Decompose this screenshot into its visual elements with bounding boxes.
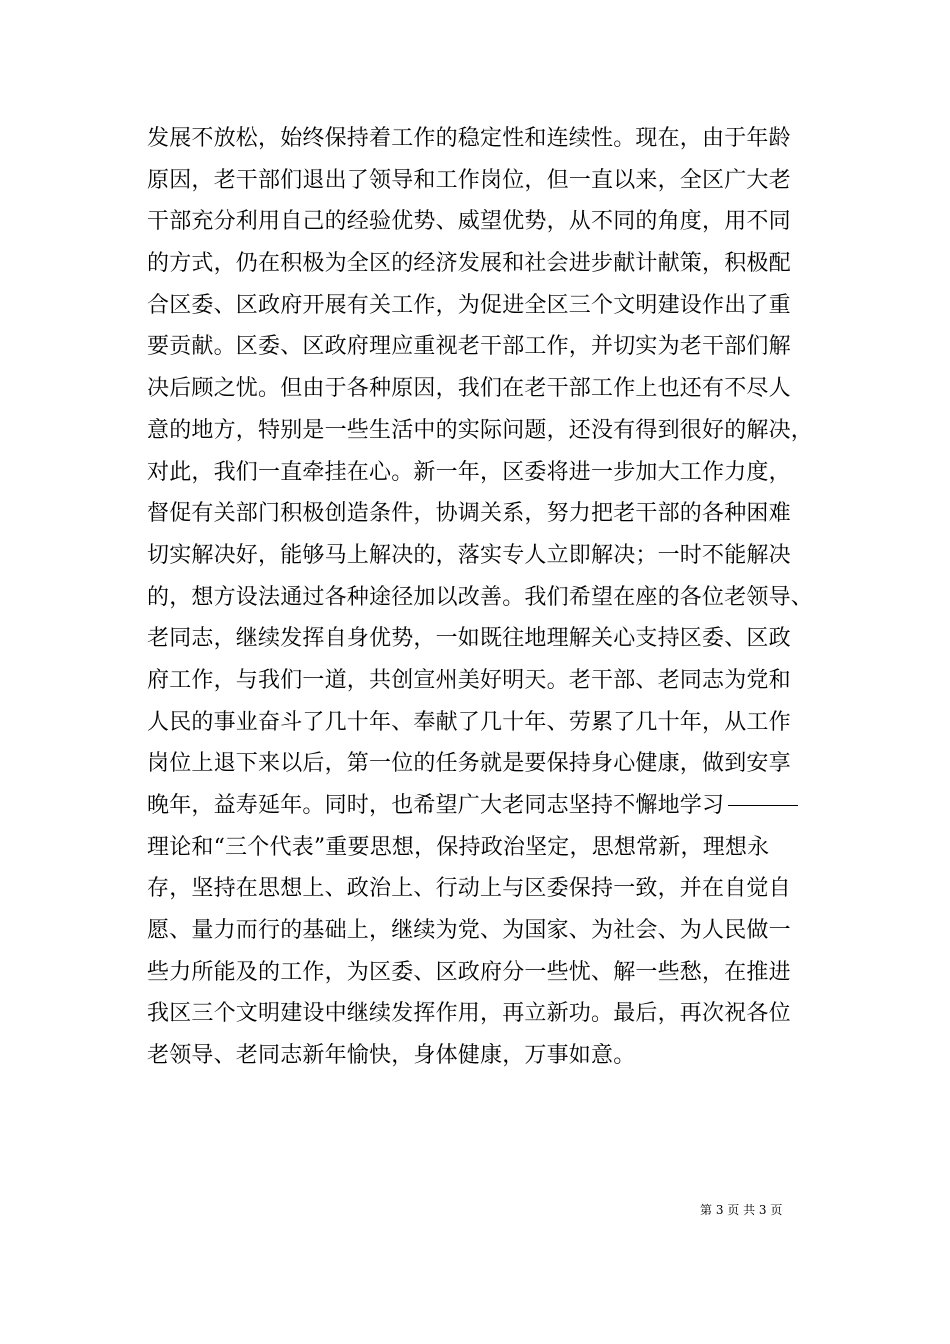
body-paragraph bbox=[147, 118, 827, 1077]
text-line: 的方式，仍在积极为全区的经济发展和社会进步献计献策，积极配 bbox=[147, 251, 791, 277]
text-line: 愿、量力而行的基础上，继续为党、为国家、为社会、为人民做一 bbox=[147, 918, 791, 944]
text-line: 人民的事业奋斗了几十年、奉献了几十年、劳累了几十年，从工作 bbox=[147, 709, 791, 735]
text-line-segment: 晚年，益寿延年。同时，也希望广大老同志坚持不懈地学习 bbox=[147, 793, 725, 818]
fill-in-blank bbox=[728, 804, 798, 806]
text-line: 原因，老干部们退出了领导和工作岗位，但一直以来，全区广大老 bbox=[147, 167, 791, 193]
text-line: 发展不放松，始终保持着工作的稳定性和连续性。现在，由于年龄 bbox=[147, 126, 791, 151]
text-line: 些力所能及的工作，为区委、区政府分一些忧、解一些愁，在推进 bbox=[147, 959, 791, 985]
text-line: 岗位上退下来以后，第一位的任务就是要保持身心健康，做到安享 bbox=[147, 751, 791, 777]
text-line: 府工作，与我们一道，共创宣州美好明天。老干部、老同志为党和 bbox=[147, 667, 791, 693]
text-line: 存，坚持在思想上、政治上、行动上与区委保持一致，并在自觉自 bbox=[147, 876, 791, 902]
text-line: 干部充分利用自己的经验优势、威望优势，从不同的角度，用不同 bbox=[147, 209, 791, 235]
text-line: 要贡献。区委、区政府理应重视老干部工作，并切实为老干部们解 bbox=[147, 334, 791, 360]
text-line: 督促有关部门积极创造条件，协调关系，努力把老干部的各种困难 bbox=[147, 501, 791, 527]
text-line: 决后顾之忧。但由于各种原因，我们在老干部工作上也还有不尽人 bbox=[147, 376, 791, 402]
text-line: 理论和“三个代表”重要思想，保持政治坚定，思想常新，理想永 bbox=[147, 834, 770, 860]
text-line: 切实解决好，能够马上解决的，落实专人立即解决；一时不能解决 bbox=[147, 542, 791, 568]
page-number-footer: 第 3 页 共 3 页 bbox=[700, 1203, 783, 1217]
text-line: 老领导、老同志新年愉快，身体健康，万事如意。 bbox=[147, 1043, 636, 1069]
text-line-with-blank bbox=[147, 785, 827, 827]
text-line: 的，想方设法通过各种途径加以改善。我们希望在座的各位老领导、 bbox=[147, 584, 814, 610]
text-line: 对此，我们一直牵挂在心。新一年，区委将进一步加大工作力度， bbox=[147, 459, 791, 485]
text-line: 我区三个文明建设中继续发挥作用，再立新功。最后，再次祝各位 bbox=[147, 1001, 791, 1027]
text-line: 老同志，继续发挥自身优势，一如既往地理解关心支持区委、区政 bbox=[147, 626, 791, 652]
text-line: 合区委、区政府开展有关工作，为促进全区三个文明建设作出了重 bbox=[147, 292, 791, 318]
text-line: 意的地方，特别是一些生活中的实际问题，还没有得到很好的解决， bbox=[147, 417, 814, 443]
